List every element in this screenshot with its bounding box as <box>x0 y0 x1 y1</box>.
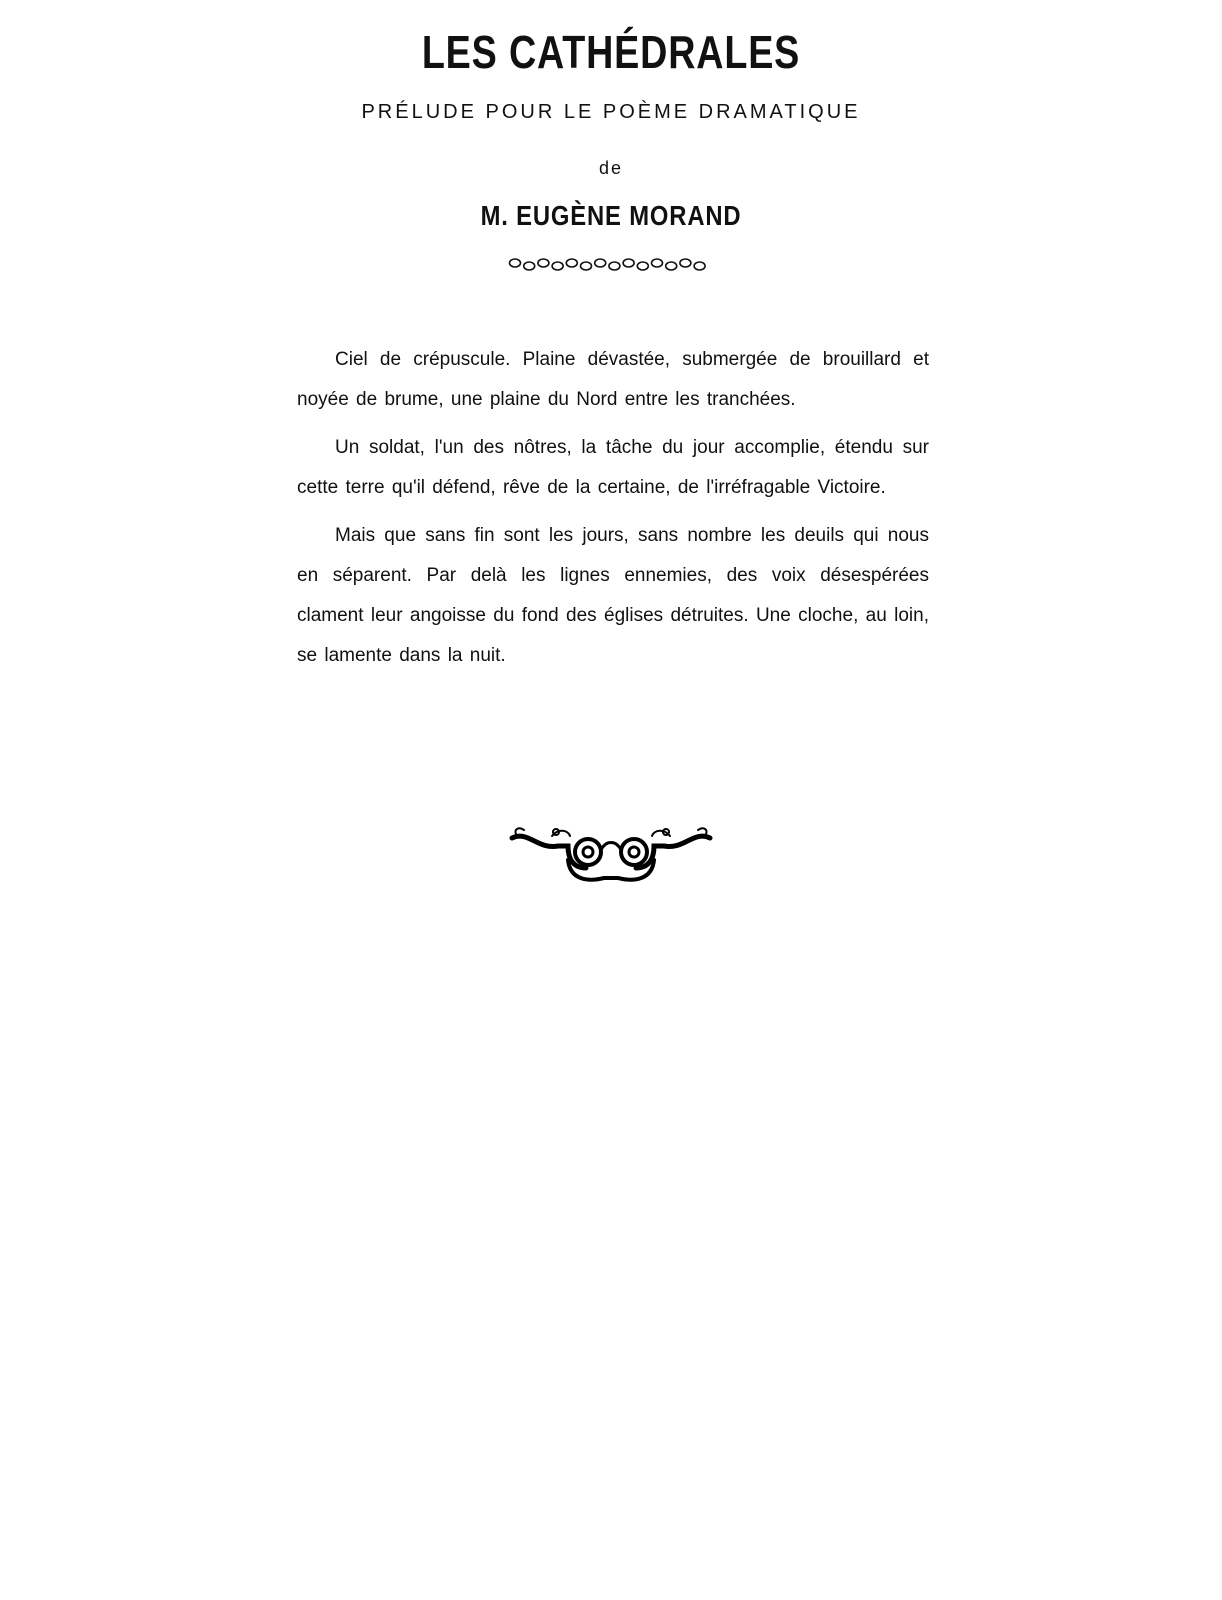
author-name: M. EUGÈNE MORAND <box>480 200 742 231</box>
chain-link <box>609 262 620 270</box>
chain-link <box>595 259 606 267</box>
paragraph: Un soldat, l'un des nôtres, la tâche du jour accomplie, étendu sur cette terre qu'il défend, rêve de la certaine, de l'irréfragable Victoire. <box>297 437 929 498</box>
scroll-tailpiece-icon <box>508 820 714 890</box>
byline-prefix: de <box>598 158 624 178</box>
paragraph: Ciel de crépuscule. Plaine dévastée, submergée de brouillard et noyée de brume, une plaine du Nord entre les tranchées. <box>297 349 929 410</box>
chain-link <box>566 259 577 267</box>
chain-link <box>652 259 663 267</box>
page-title: LES CATHÉDRALES <box>421 26 801 78</box>
chain-link <box>581 262 592 270</box>
chain-link <box>623 259 634 267</box>
chain-ornament-icon <box>508 254 714 276</box>
chain-link <box>524 262 535 270</box>
subtitle: PRÉLUDE POUR LE POÈME DRAMATIQUE <box>361 101 861 123</box>
chain-link <box>680 259 691 267</box>
chain-link <box>637 262 648 270</box>
paragraph: Mais que sans fin sont les jours, sans nombre les deuils qui nous en séparent. Par delà les lignes ennemies, des voix désespérées clament leur angoisse du fond des églises détruites. Une cloche, au loin, se lamente dans la nuit. <box>297 525 929 666</box>
body-text <box>297 340 929 684</box>
chain-link <box>694 262 705 270</box>
chain-link <box>666 262 677 270</box>
chain-link <box>552 262 563 270</box>
chain-link <box>538 259 549 267</box>
chain-link <box>510 259 521 267</box>
